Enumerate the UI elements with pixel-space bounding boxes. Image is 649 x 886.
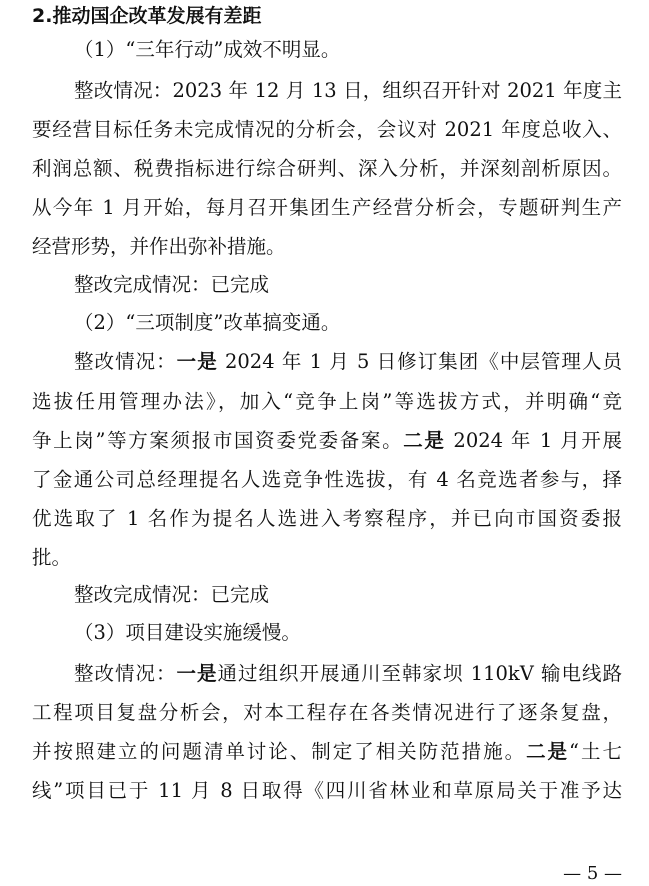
p2-bold-1: 一是 <box>176 350 218 373</box>
p2-line-2: 选拔任用管理办法》，加入“竞争上岗”等选拔方式，并明确“竞 <box>32 390 622 413</box>
p3-line-3 <box>32 733 622 771</box>
item-1-label: （1）“三年行动”成效不明显。 <box>74 38 341 61</box>
p3-line-3-pre: 并按照建立的问题清单讨论、制定了相关防范措施。 <box>32 740 527 763</box>
page-number: — 5 — <box>563 863 622 884</box>
p2-bold-2: 二是 <box>403 429 446 452</box>
p3-line-1-post: 通过组织开展通川至韩家坝 110kV 输电线路 <box>217 662 622 685</box>
p1-line-1: 整改情况：2023 年 12 月 13 日，组织召开针对 2021 年度主 <box>74 79 622 102</box>
item-2-label: （2）“三项制度”改革搞变通。 <box>74 311 341 334</box>
status-1: 整改完成情况：已完成 <box>74 273 270 296</box>
status-2: 整改完成情况：已完成 <box>74 583 270 606</box>
p2-line-3-post: 2024 年 1 月开展 <box>445 429 622 452</box>
p3-line-2: 工程项目复盘分析会，对本工程存在各类情况进行了逐条复盘， <box>32 701 622 724</box>
p3-line-1 <box>74 655 622 693</box>
p2-line-1 <box>74 343 622 381</box>
p1-line-3: 利润总额、税费指标进行综合研判、深入分析，并深刻剖析原因。 <box>32 157 622 180</box>
p2-line-1-post: 2024 年 1 月 5 日修订集团《中层管理人员 <box>217 350 622 373</box>
p2-line-5: 优选取了 1 名作为提名人选进入考察程序，并已向市国资委报 <box>32 507 622 530</box>
p1-line-4: 从今年 1 月开始，每月召开集团生产经营分析会，专题研判生产 <box>32 196 622 219</box>
p3-line-1-pre: 整改情况： <box>74 662 177 685</box>
item-3-label: （3）项目建设实施缓慢。 <box>74 621 301 644</box>
p3-line-3-post: “土七 <box>569 740 622 763</box>
p2-line-3 <box>32 422 622 460</box>
p3-bold-2: 二是 <box>526 740 570 763</box>
p2-line-1-pre: 整改情况： <box>74 350 177 373</box>
p1-line-2: 要经营目标任务未完成情况的分析会，会议对 2021 年度总收入、 <box>32 118 622 141</box>
p1-line-5: 经营形势，并作出弥补措施。 <box>32 235 286 258</box>
section-heading: 2.推动国企改革发展有差距 <box>32 5 262 27</box>
p3-line-4: 线”项目已于 11 月 8 日取得《四川省林业和草原局关于准予达 <box>32 779 622 802</box>
p2-line-3-pre: 争上岗”等方案须报市国资委党委备案。 <box>32 429 404 452</box>
p3-bold-1: 一是 <box>176 662 218 685</box>
p2-line-4: 了金通公司总经理提名人选竞争性选拔，有 4 名竞选者参与，择 <box>32 468 622 491</box>
p2-line-6: 批。 <box>32 546 72 569</box>
